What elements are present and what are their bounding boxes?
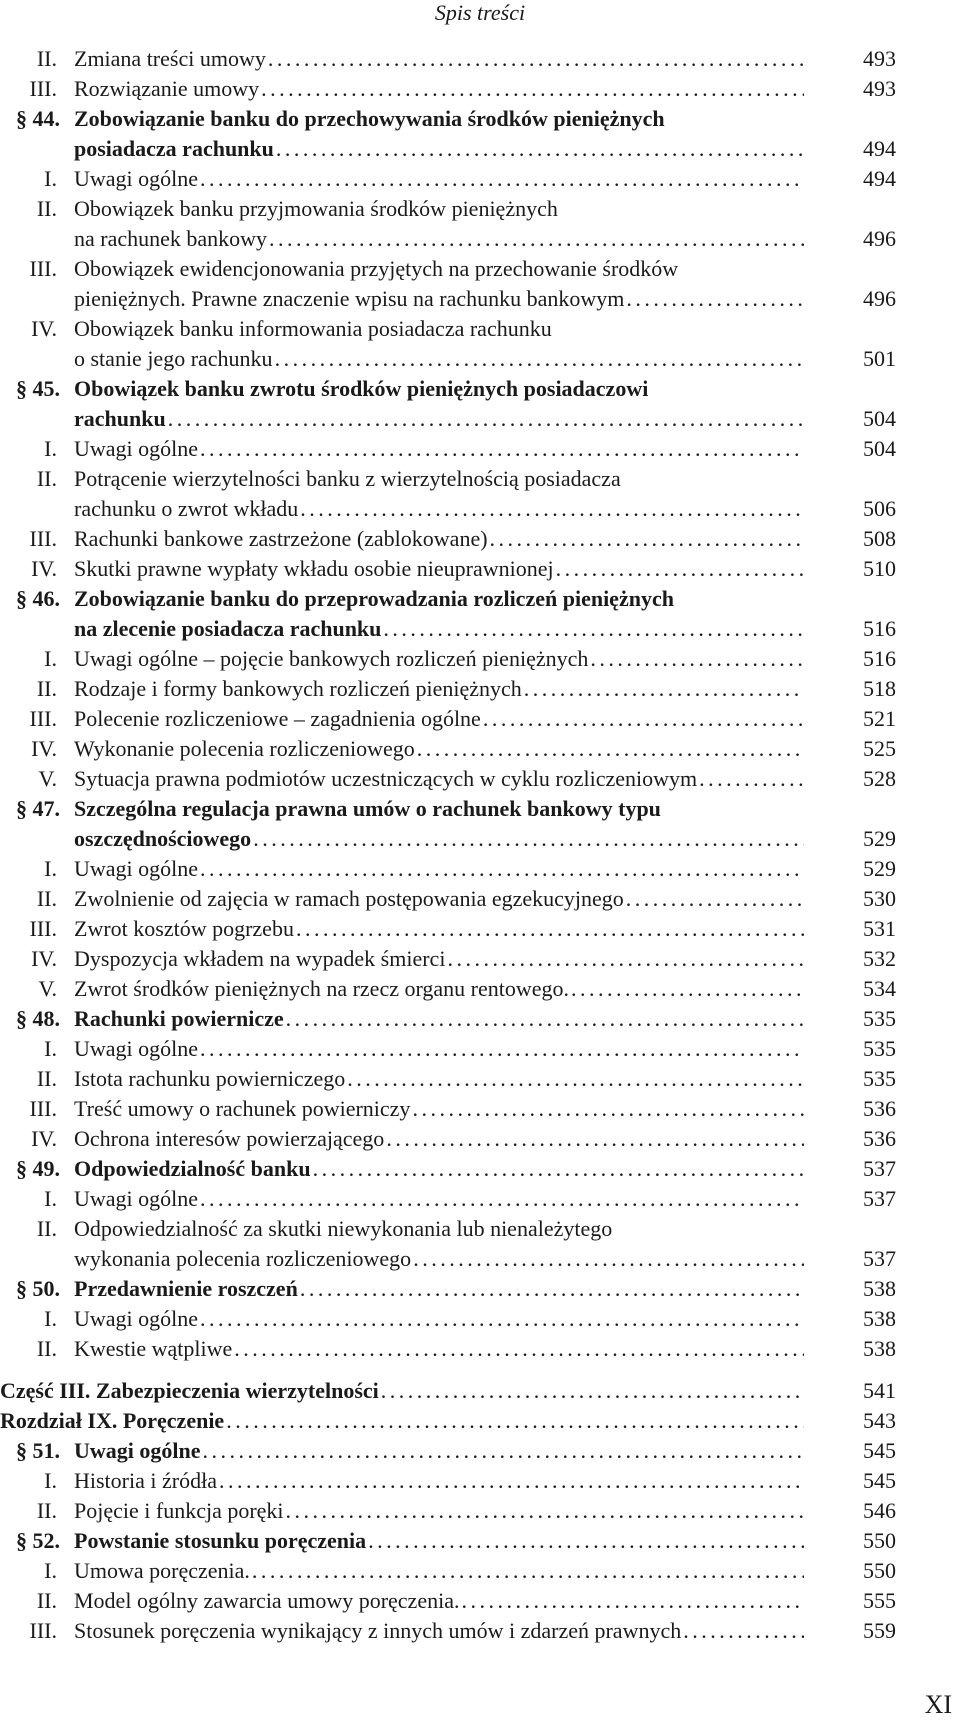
toc-subsection-entry [0,44,960,74]
toc-entry-number: § 45. [16,376,60,401]
toc-entry-title [74,1064,804,1094]
toc-entry-title [74,644,804,674]
dot-leader [384,1124,804,1154]
toc-subsection-entry [0,74,960,104]
toc-section-entry [0,1526,960,1556]
toc-page-number: 493 [863,46,896,71]
toc-entry-title [74,74,804,104]
dot-leader [198,1034,804,1064]
toc-subsection-entry [0,434,960,464]
toc-entry-title-line: Zwrot środków pieniężnych na rzecz organu rentowego. [74,976,570,1001]
toc-entry-title [74,554,804,584]
toc-entry-title-line: Powstanie stosunku poręczenia [74,1528,367,1553]
dot-leader [298,1274,804,1304]
toc-entry-number: IV. [31,556,57,581]
toc-page-number: 501 [863,346,896,371]
toc-subsection-entry [0,854,960,884]
toc-entry-title-line: Uwagi ogólne [74,1186,199,1211]
toc-page-number: 537 [863,1186,896,1211]
toc-section-entry [0,1274,960,1304]
toc-entry-title [74,1526,804,1556]
dot-leader [198,164,804,194]
dot-leader [366,1526,804,1556]
toc-entry-title-line: rachunku [74,406,166,431]
toc-page-number: 525 [863,736,896,761]
toc-entry-number: III. [29,76,57,101]
toc-entry-number: IV. [31,736,57,761]
dot-leader [681,1616,804,1646]
dot-leader [267,224,804,254]
toc-entry-number: II. [36,46,57,71]
toc-entry-number: I. [44,166,57,191]
toc-entry-title-line: Sytuacja prawna podmiotów uczestniczących w cyklu rozliczeniowym [74,766,698,791]
dot-leader [198,1304,804,1334]
toc-entry-title-line: Obowiązek banku zwrotu środków pieniężnych posiadaczowi [74,376,649,401]
toc-page-number: 496 [863,286,896,311]
toc-page-number: 529 [863,856,896,881]
toc-entry-title-line: Stosunek poręczenia wynikający z innych umów i zdarzeń prawnych [74,1618,682,1643]
toc-entry-title [74,314,804,374]
toc-page-number: 555 [863,1588,896,1613]
toc-entry-title-line: Część III. Zabezpieczenia wierzytelności [0,1378,379,1403]
toc-entry-title-line: pieniężnych. Prawne znaczenie wpisu na rachunku bankowym [74,286,625,311]
toc-section-entry [0,794,960,854]
toc-page-number: 529 [863,826,896,851]
toc-subsection-entry [0,1556,960,1586]
toc-subsection-entry [0,764,960,794]
toc-entry-title [74,974,804,1004]
toc-entry-title-line: na rachunek bankowy [74,226,268,251]
toc-entry-title-line: Zmiana treści umowy [74,46,266,71]
toc-entry-title-line: Rachunki powiernicze [74,1006,284,1031]
dot-leader [294,914,804,944]
toc-entry-title-line: Obowiązek banku informowania posiadacza rachunku [74,316,552,341]
toc-entry-title [74,164,804,194]
toc-entry-title-line: Uwagi ogólne [74,436,199,461]
toc-entry-number: III. [29,1096,57,1121]
toc-entry-title-line: Dyspozycja wkładem na wypadek śmierci [74,946,446,971]
dot-leader [488,524,804,554]
toc-entry-number: IV. [31,946,57,971]
toc-entry-number: II. [36,196,57,221]
toc-entry-title-line: Umowa poręczenia. [74,1558,250,1583]
toc-subsection-entry [0,1094,960,1124]
toc-subsection-entry [0,1466,960,1496]
toc-entry-number: § 47. [16,796,60,821]
dot-leader [459,1586,804,1616]
toc-page-number: 550 [863,1558,896,1583]
toc-entry-title-line: Uwagi ogólne [74,856,199,881]
toc-entry-title [74,44,804,74]
toc-subsection-entry [0,704,960,734]
toc-entry-number: IV. [31,316,57,341]
toc-entry-title [74,734,804,764]
dot-leader [411,1244,804,1274]
toc-entry-title-line: Kwestie wątpliwe [74,1336,233,1361]
toc-entry-number: II. [36,1336,57,1361]
toc-page-number: 545 [863,1438,896,1463]
toc-entry-title [74,704,804,734]
toc-page-number: 537 [863,1156,896,1181]
toc-entry-title [74,884,804,914]
toc-entry-title-line: Rachunki bankowe zastrzeżone (zablokowane) [74,526,488,551]
toc-entry-title-line: Istota rachunku powierniczego [74,1066,346,1091]
toc-page-number: 516 [863,646,896,671]
toc-entry-title [74,374,804,434]
toc-entry-number: II. [36,886,57,911]
toc-page-number: 545 [863,1468,896,1493]
toc-page-number: 538 [863,1306,896,1331]
toc-entry-title [74,1436,804,1466]
toc-subsection-entry [0,1334,960,1364]
toc-subsection-entry [0,644,960,674]
toc-entry-title [74,584,804,644]
toc-entry-title-line: Model ogólny zawarcia umowy poręczenia. [74,1588,460,1613]
toc-page-number: 536 [863,1096,896,1121]
toc-entry-number: I. [44,1468,57,1493]
toc-subsection-entry [0,524,960,554]
toc-page-number: 534 [863,976,896,1001]
toc-entry-number: § 46. [16,586,60,611]
toc-page-number: 541 [863,1378,896,1403]
dot-leader [345,1064,804,1094]
toc-entry-title [74,1466,804,1496]
toc-entry-title [74,104,804,164]
toc-subsection-entry [0,1184,960,1214]
toc-entry-number: II. [36,1066,57,1091]
toc-entry-title-line: Uwagi ogólne [74,1036,199,1061]
toc-page-number: 559 [863,1618,896,1643]
toc-subsection-entry [0,914,960,944]
toc-entry-number: I. [44,856,57,881]
toc-entry-title-line: Obowiązek banku przyjmowania środków pieniężnych [74,196,558,221]
dot-leader [198,434,804,464]
toc-entry-title [74,854,804,884]
toc-page-number: 543 [863,1408,896,1433]
dot-leader [624,884,804,914]
toc-entry-number: II. [36,1498,57,1523]
toc-page-number: 528 [863,766,896,791]
toc-subsection-entry [0,314,960,374]
toc-entry-title [74,1304,804,1334]
toc-section-entry [0,1154,960,1184]
toc-entry-number: V. [38,976,57,1001]
toc-entry-title-line: Obowiązek ewidencjonowania przyjętych na przechowanie środków [74,256,679,281]
toc-page-number: 496 [863,226,896,251]
table-of-contents [0,44,960,1646]
toc-entry-title-line: Ochrona interesów powierzającego [74,1126,385,1151]
toc-entry-title-line: Uwagi ogólne [74,1438,201,1463]
dot-leader [266,44,804,74]
toc-entry-number: IV. [31,1126,57,1151]
toc-entry-number: V. [38,766,57,791]
toc-entry-number: § 51. [16,1438,60,1463]
toc-subsection-entry [0,1304,960,1334]
toc-entry-title [74,1274,804,1304]
toc-entry-number: II. [36,466,57,491]
dot-leader [298,494,804,524]
toc-subsection-entry [0,1616,960,1646]
toc-subsection-entry [0,944,960,974]
toc-entry-number: § 48. [16,1006,60,1031]
toc-page-number: 532 [863,946,896,971]
toc-entry-number: III. [29,916,57,941]
toc-entry-title-line: Zwolnienie od zajęcia w ramach postępowania egzekucyjnego [74,886,624,911]
toc-entry-title-line: wykonania polecenia rozliczeniowego [74,1246,412,1271]
toc-entry-title-line: Uwagi ogólne [74,166,199,191]
toc-page-number: 518 [863,676,896,701]
toc-entry-title-line: Potrącenie wierzytelności banku z wierzytelnością posiadacza [74,466,621,491]
toc-entry-number: III. [29,706,57,731]
toc-entry-title-line: Zobowiązanie banku do przechowywania środków pieniężnych [74,106,665,131]
toc-entry-number: II. [36,1216,57,1241]
toc-entry-title [74,464,804,524]
toc-entry-number: § 52. [16,1528,60,1553]
toc-page-number: 535 [863,1066,896,1091]
toc-section-entry [0,1436,960,1466]
toc-subsection-entry [0,1586,960,1616]
toc-page-number: 536 [863,1126,896,1151]
toc-entry-title [74,524,804,554]
toc-page-number: 508 [863,526,896,551]
toc-entry-number: § 50. [16,1276,60,1301]
toc-entry-title-line: Uwagi ogólne [74,1306,199,1331]
dot-leader [250,1556,804,1586]
toc-page-number: 504 [863,436,896,461]
toc-entry-title-line: posiadacza rachunku [74,136,274,161]
toc-entry-number: III. [29,1618,57,1643]
toc-subsection-entry [0,1214,960,1274]
toc-subsection-entry [0,254,960,314]
toc-entry-title-line: Zobowiązanie banku do przeprowadzania rozliczeń pieniężnych [74,586,674,611]
toc-section-entry [0,374,960,434]
toc-entry-title-line: rachunku o zwrot wkładu [74,496,299,521]
toc-entry-title [74,1334,804,1364]
toc-entry-number: § 49. [16,1156,60,1181]
toc-page-number: 531 [863,916,896,941]
toc-subsection-entry [0,1034,960,1064]
toc-page-number: 537 [863,1246,896,1271]
toc-entry-title-line: Szczególna regulacja prawna umów o rachunek bankowy typu [74,796,661,821]
toc-entry-title-line: Historia i źródła [74,1468,217,1493]
toc-entry-number: III. [29,526,57,551]
toc-entry-title-line: Skutki prawne wypłaty wkładu osobie nieuprawnionej [74,556,554,581]
dot-leader [554,554,804,584]
toc-subsection-entry [0,1496,960,1526]
toc-entry-title-line: Wykonanie polecenia rozliczeniowego [74,736,415,761]
toc-entry-number: I. [44,1186,57,1211]
toc-entry-title-line: Odpowiedzialność za skutki niewykonania lub nienależytego [74,1216,613,1241]
dot-leader [311,1154,804,1184]
toc-page-number: 538 [863,1276,896,1301]
page-folio: XI [924,1690,952,1719]
toc-page-number: 510 [863,556,896,581]
toc-entry-title [74,1004,804,1034]
toc-page-number: 516 [863,616,896,641]
toc-entry-number: I. [44,646,57,671]
toc-entry-title [74,194,804,254]
dot-leader [569,974,804,1004]
toc-subsection-entry [0,734,960,764]
dot-leader [284,1004,804,1034]
dot-leader [588,644,804,674]
toc-entry-title-line: Polecenie rozliczeniowe – zagadnienia ogólne [74,706,481,731]
toc-entry-title [74,1184,804,1214]
toc-section-entry [0,104,960,164]
toc-entry-title [74,1154,804,1184]
toc-entry-title-line: Rozdział IX. Poręczenie [0,1408,225,1433]
toc-subsection-entry [0,464,960,524]
toc-entry-number: I. [44,436,57,461]
dot-leader [522,674,804,704]
toc-page-number: 493 [863,76,896,101]
toc-page-number: 538 [863,1336,896,1361]
dot-leader [274,134,804,164]
toc-entry-title [74,1124,804,1154]
toc-entry-title-line: Uwagi ogólne – pojęcie bankowych rozliczeń pieniężnych [74,646,589,671]
toc-entry-number: I. [44,1036,57,1061]
dot-leader [217,1466,804,1496]
toc-entry-title [74,764,804,794]
toc-entry-title [74,794,804,854]
toc-subsection-entry [0,554,960,584]
toc-subsection-entry [0,1064,960,1094]
toc-page-number: 535 [863,1006,896,1031]
dot-leader [379,1376,804,1406]
toc-entry-title-line: Zwrot kosztów pogrzebu [74,916,294,941]
toc-part-heading [0,1406,960,1436]
dot-leader [415,734,804,764]
toc-entry-number: I. [44,1306,57,1331]
toc-page-number: 550 [863,1528,896,1553]
toc-entry-title [0,1406,804,1436]
dot-leader [201,1436,805,1466]
dot-leader [410,1094,804,1124]
toc-entry-title [74,1616,804,1646]
toc-entry-number: I. [44,1558,57,1583]
toc-page-number: 506 [863,496,896,521]
toc-entry-title-line: Rozwiązanie umowy [74,76,260,101]
dot-leader [251,824,804,854]
toc-entry-title [74,1556,804,1586]
toc-entry-title-line: na zlecenie posiadacza rachunku [74,616,382,641]
toc-entry-number: § 44. [16,106,60,131]
dot-leader [198,854,804,884]
toc-page-number: 494 [863,136,896,161]
toc-section-entry [0,584,960,644]
toc-entry-title [74,434,804,464]
toc-page-number: 535 [863,1036,896,1061]
toc-page-number: 546 [863,1498,896,1523]
toc-entry-title-line: Odpowiedzialność banku [74,1156,311,1181]
toc-entry-title [74,1094,804,1124]
toc-entry-title [74,1496,804,1526]
toc-subsection-entry [0,194,960,254]
toc-entry-number: II. [36,1588,57,1613]
toc-entry-title [74,1214,804,1274]
toc-page-number: 494 [863,166,896,191]
toc-entry-title-line: Rodzaje i formy bankowych rozliczeń pieniężnych [74,676,522,701]
dot-leader [624,284,804,314]
dot-leader [166,404,804,434]
running-head: Spis treści [434,0,526,25]
toc-entry-title [74,914,804,944]
dot-leader [224,1406,804,1436]
dot-leader [232,1334,804,1364]
toc-entry-title [0,1376,804,1406]
toc-entry-title-line: Pojęcie i funkcja poręki [74,1498,284,1523]
toc-page-number: 504 [863,406,896,431]
dot-leader [481,704,804,734]
toc-entry-title [74,674,804,704]
toc-page-number: 530 [863,886,896,911]
toc-subsection-entry [0,974,960,1004]
toc-page-number: 521 [863,706,896,731]
toc-subsection-entry [0,164,960,194]
toc-entry-title [74,254,804,314]
toc-entry-number: III. [29,256,57,281]
toc-entry-number: II. [36,676,57,701]
toc-entry-title [74,1034,804,1064]
toc-subsection-entry [0,674,960,704]
toc-entry-title-line: Przedawnienie roszczeń [74,1276,298,1301]
toc-entry-title-line: o stanie jego rachunku [74,346,273,371]
dot-leader [697,764,804,794]
toc-part-heading [0,1376,960,1406]
toc-entry-title [74,944,804,974]
toc-section-entry [0,1004,960,1034]
dot-leader [259,74,804,104]
dot-leader [445,944,804,974]
dot-leader [273,344,804,374]
toc-entry-title-line: oszczędnościowego [74,826,252,851]
dot-leader [284,1496,804,1526]
toc-entry-title-line: Treść umowy o rachunek powierniczy [74,1096,411,1121]
toc-entry-title [74,1586,804,1616]
dot-leader [381,614,804,644]
dot-leader [198,1184,804,1214]
toc-subsection-entry [0,884,960,914]
toc-subsection-entry [0,1124,960,1154]
